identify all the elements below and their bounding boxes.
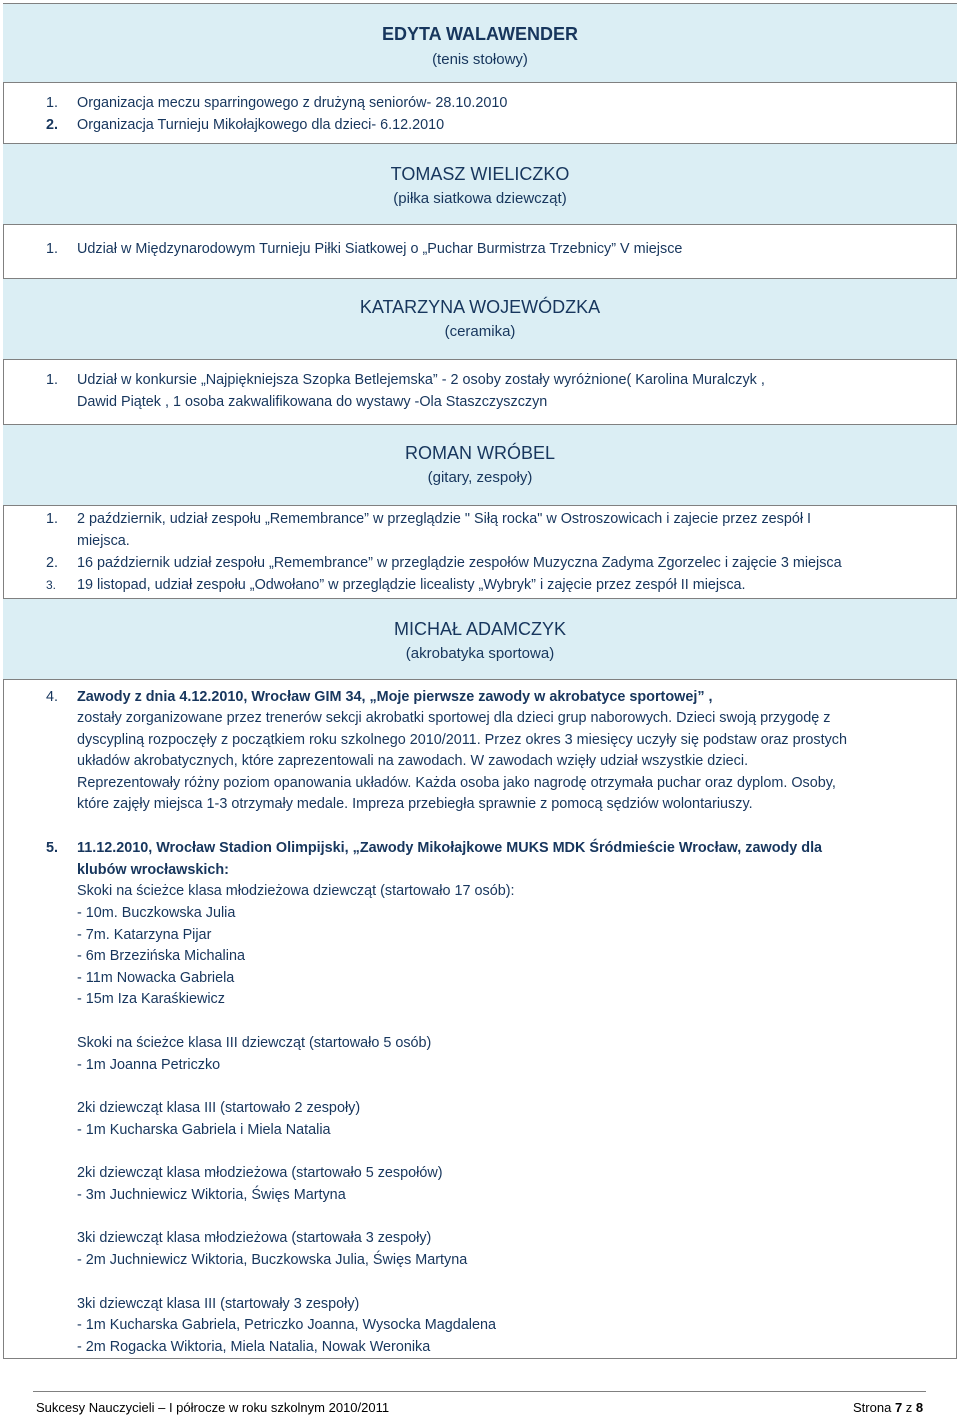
event-heading: klubów wrocławskich:	[77, 862, 229, 878]
teacher-name: EDYTA WALAWENDER	[382, 24, 578, 44]
result-line: - 15m Iza Karaśkiewicz	[77, 991, 225, 1007]
discipline: (tenis stołowy)	[432, 51, 528, 68]
item-number: 2.	[46, 117, 59, 133]
group-title: 3ki dziewcząt klasa III (startowały 3 zespoły)	[77, 1296, 360, 1312]
teacher-name: KATARZYNA WOJEWÓDZKA	[359, 297, 601, 317]
group-title: Skoki na ścieżce klasa młodzieżowa dziewcząt (startowało 17 osób):	[77, 883, 515, 899]
result-line: - 1m Joanna Petriczko	[77, 1057, 221, 1073]
item-text: 19 listopad, udział zespołu „Odwołano” w przeglądzie licealisty „Wybryk” i zajęcie przez zespół II miejsca.	[77, 577, 746, 593]
result-line: - 1m Kucharska Gabriela i Miela Natalia	[77, 1122, 331, 1138]
group-title: 2ki dziewcząt klasa młodzieżowa (startowało 5 zespołów)	[77, 1165, 443, 1181]
page-separator: z	[905, 1400, 913, 1415]
result-line: - 6m Brzezińska Michalina	[77, 948, 245, 964]
description-line: które zajęły miejsca 1-3 otrzymały medale. Impreza przebiegła sprawnie z pomocą sędziów wolontariuszy.	[77, 796, 753, 812]
item-text-line: miejsca.	[77, 533, 130, 549]
section-header-wieliczko	[3, 143, 957, 225]
event-heading: 11.12.2010, Wrocław Stadion Olimpijski, „Zawody Mikołajkowe MUKS MDK Śródmieście Wrocław, zawody dla	[77, 840, 823, 856]
group-title: Skoki na ścieżce klasa III dziewcząt (startowało 5 osób)	[77, 1035, 432, 1051]
event-heading: Zawody z dnia 4.12.2010, Wrocław GIM 34, „Moje pierwsze zawody w akrobatyce sportowej” ,	[77, 689, 713, 705]
item-text-line: Udział w konkursie „Najpiękniejsza Szopka Betlejemska” - 2 osoby zostały wyróżnione( Karolina Muralczyk ,	[77, 372, 765, 388]
section-header-wojewodzka	[3, 278, 957, 360]
discipline: (ceramika)	[444, 323, 516, 340]
item-number: 3.	[46, 578, 57, 592]
description-line: układów akrobatycznych, które zaprezentowali na zawodach. W zawodach wzięły udział wszystkie dzieci.	[77, 753, 749, 769]
result-line: - 7m. Katarzyna Pijar	[77, 927, 212, 943]
result-line: - 1m Kucharska Gabriela, Petriczko Joanna, Wysocka Magdalena	[77, 1317, 496, 1333]
description-line: zostały zorganizowane przez trenerów sekcji akrobatki sportowej dla dzieci grup naborowych. Dzieci swoją przygodę z	[77, 710, 831, 726]
teacher-name: ROMAN WRÓBEL	[404, 443, 555, 463]
description-line: Reprezentowały różny poziom opanowania układów. Każda osoba jako nagrodę otrzymała puchar oraz dyplom. Osoby,	[77, 775, 836, 791]
item-text: 16 październik udział zespołu „Remembrance” w przeglądzie zespołów Muzyczna Zadyma Zgorzelec i zajęcie 3 miejsca	[77, 555, 842, 571]
page-current: 7	[894, 1400, 903, 1415]
teacher-name: TOMASZ WIELICZKO	[390, 164, 570, 184]
section-header-walawender	[3, 3, 957, 83]
group-title: 2ki dziewcząt klasa III (startowało 2 zespoły)	[77, 1100, 361, 1116]
result-line: - 10m. Buczkowska Julia	[77, 905, 236, 921]
item-text-line: 2 październik, udział zespołu „Remembrance” w przeglądzie " Siłą rocka" w Ostroszowicach i zajecie przez zespół I	[77, 511, 812, 527]
footer-title: Sukcesy Nauczycieli – I półrocze w roku szkolnym 2010/2011	[36, 1400, 390, 1415]
section-header-wrobel	[3, 424, 957, 506]
discipline: (gitary, zespoły)	[427, 469, 533, 486]
item-number: 5.	[46, 840, 59, 856]
item-number: 1.	[46, 95, 59, 111]
teacher-name: MICHAŁ ADAMCZYK	[393, 619, 567, 639]
result-line: - 2m Rogacka Wiktoria, Miela Natalia, Nowak Weronika	[77, 1339, 431, 1355]
section-header-adamczyk	[3, 598, 957, 680]
footer-rule	[33, 1391, 926, 1392]
footer-page-number	[853, 1400, 923, 1415]
item-text: Organizacja meczu sparringowego z drużyną seniorów- 28.10.2010	[77, 95, 508, 111]
item-text-line: Dawid Piątek , 1 osoba zakwalifikowana do wystawy -Ola Staszczyszczyn	[77, 394, 548, 410]
description-line: dyscypliną rozpoczęły z początkiem roku szkolnego 2010/2011. Przez okres 3 miesięcy uczyły się podstaw oraz prostych	[77, 732, 847, 748]
item-text: Udział w Międzynarodowym Turnieju Piłki Siatkowej o „Puchar Burmistrza Trzebnicy” V miejsce	[77, 241, 683, 257]
page-label: Strona	[853, 1400, 892, 1415]
item-number: 2.	[46, 555, 59, 571]
discipline: (piłka siatkowa dziewcząt)	[393, 190, 567, 207]
group-title: 3ki dziewcząt klasa młodzieżowa (startowała 3 zespoły)	[77, 1230, 432, 1246]
item-number: 4.	[46, 689, 59, 705]
result-line: - 3m Juchniewicz Wiktoria, Święs Martyna	[77, 1187, 346, 1203]
discipline: (akrobatyka sportowa)	[405, 645, 555, 662]
result-line: - 2m Juchniewicz Wiktoria, Buczkowska Julia, Święs Martyna	[77, 1252, 468, 1268]
result-line: - 11m Nowacka Gabriela	[77, 970, 235, 986]
page-total: 8	[915, 1400, 924, 1415]
item-number: 1.	[46, 372, 59, 388]
item-number: 1.	[46, 241, 59, 257]
item-number: 1.	[46, 511, 59, 527]
item-text: Organizacja Turnieju Mikołajkowego dla dzieci- 6.12.2010	[77, 117, 445, 133]
